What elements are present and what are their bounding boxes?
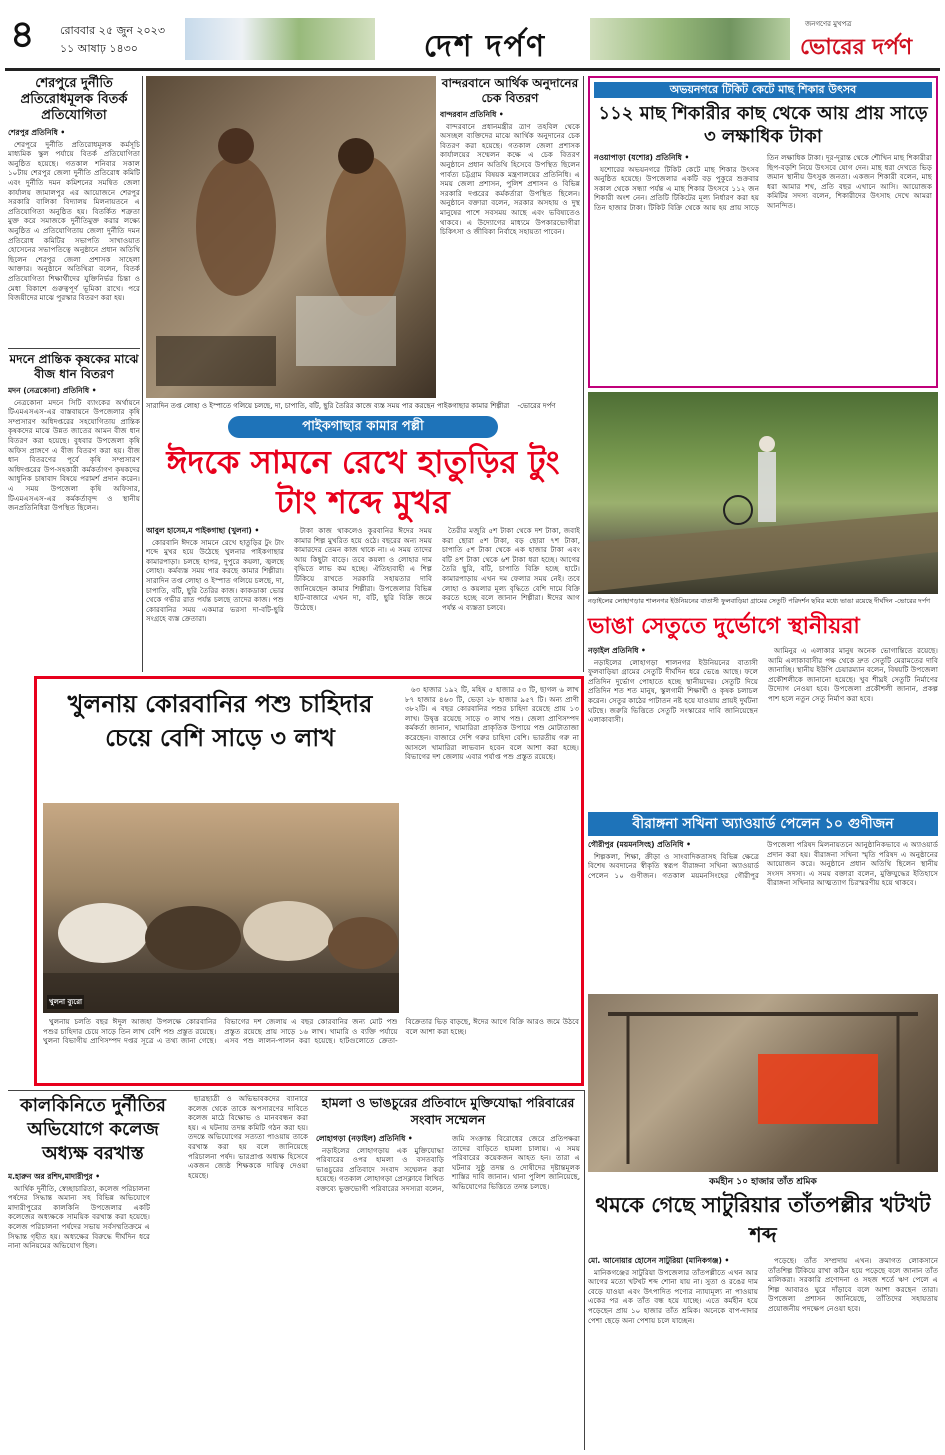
story-madan xyxy=(8,352,140,672)
headline: ১১২ মাছ শিকারীর কাছ থেকে আয় প্রায় সাড়ে ৩ লক্ষাধিক টাকা xyxy=(598,103,928,147)
story-freedom xyxy=(316,1094,580,1448)
body-col1: নড়াইলের লোহাগড়া শালনগর ইউনিয়নের বাতাসী ফুলবাড়িয়া গ্রামের সেতুটি দীর্ঘদিন ধরে ভেঙে আছে। ফলে প্রতিদিন দুর্ভোগ পোহাতে হচ্ছে স্থানীয়দের। সেতুটি দিয়ে প্রতিদিন শত শত মানুষ, স্কুলগামী শিক্ষার্থী ও কৃষক চলাচল করেন। সেতুর কাঠের পাটাতন নষ্ট হয়ে যাওয়ায় প্রায়ই দুর্ঘটনা ঘটছে। জরুরি ভিত্তিতে সেতুটি সংস্কারের দাবি জানিয়েছেন এলাকাবাসী। xyxy=(588,657,758,725)
byline: গৌরীপুর (ময়মনসিংহ) প্রতিনিধি • xyxy=(588,840,691,849)
story-college xyxy=(8,1094,308,1448)
kicker: অভয়নগরে টিকিট কেটে মাছ শিকার উৎসব xyxy=(594,82,932,98)
body-col1: কোরবানি ঈদকে সামনে রেখে হাতুড়ির টুং টাং শব্দে মুখর হয়ে উঠেছে খুলনার পাইকগাছার কামারপাড়া। চলছে হাপর, দুপুরে কয়লা, জ্বলছে লোহা। কর্মব্যস্ত সময় পার করছে কামার শিল্পীরা। সারাদিন তপ্ত লোহা ও ইস্পাত গলিয়ে চলছে, দা, চাপাতি, বটি, ছুরি তৈরির কাজ। কাকডাকা ভোর থেকে গভীর রাত পর্যন্ত চলছে তাদের কাজ। পশু কোরবানির সময় একমাত্র ভরসা দা-বটি-ছুরি সংগ্রহে ব্যস্ত ক্রেতারা। xyxy=(146,537,284,624)
photo-loom xyxy=(588,994,938,1172)
headline: মদনে প্রান্তিক কৃষকের মাঝে বীজ ধান বিতরণ xyxy=(9,352,139,381)
page-number: ৪ xyxy=(10,12,35,56)
bangla-date: ১১ আষাঢ় ১৪৩০ xyxy=(60,42,138,55)
byline: মদন (নেত্রকোনা) প্রতিনিধি • xyxy=(8,386,97,395)
story-bandarban xyxy=(440,76,580,398)
photo-credit: খুলনা ব্যুরো xyxy=(47,995,84,1009)
photo-caption xyxy=(146,400,576,412)
body-bottom: খুলনায় চলতি বছর ঈদুল আজহা উপলক্ষে কোরবানির পশুর চাহিদার চেয়ে সাড়ে তিন লাখ বেশি পশু প্রস্তুত রয়েছে। খুলনা বিভাগীয় প্রাণিসম্পদ দপ্তর সূত্রে এ তথ্য জানা গেছে। বিভাগের দশ জেলায় এ বছর কোরবানির জন্য মোট পশু প্রস্তুত রয়েছে প্রায় সাড়ে ১৬ লাখ। খামারি ও ব্যক্তি পর্যায়ে এসব পশু লালন-পালন করা হয়েছে। হাটগুলোতে ক্রেতা-বিক্রেতার ভিড় বাড়ছে, ঈদের আগে বিক্রি আরও জমে উঠবে বলে আশা করা হচ্ছে। xyxy=(43,1017,579,1046)
story-sherpur xyxy=(8,76,140,346)
byline: বান্দরবান প্রতিনিধি • xyxy=(440,110,504,119)
body-col3: তৈরীর মজুরি ৫শ টাকা থেকে দশ টাকা, জবাই করা ছোরা ৫শ টাকা, বড় ছোরা ৭শ টাকা, চাপাতি ৫শ টাকা থেকে এক হাজার টাকা এবং বটি ৪শ টাকা থেকে ৬শ টাকা ধরা হচ্ছে। আগের তৈরি ছুরি, বটি, চাপাতি বিক্রি হচ্ছে হাটে। কামারপাড়ায় এখন দম ফেলার সময় নেই। তবে লোহা ও কয়লার মূল্য বৃদ্ধিতে বেশি দামে বিক্রি করতে হচ্ছে বলে জানান শিল্পীরা। ঈদের আগ পর্যন্ত এ ব্যস্ততা চলবে। xyxy=(442,526,580,612)
masthead xyxy=(0,0,945,72)
kicker xyxy=(228,416,498,438)
photo-caption xyxy=(588,596,938,608)
headline: হামলা ও ভাঙচুরের প্রতিবাদে মুক্তিযোদ্ধা পরিবারের সংবাদ সম্মেলন xyxy=(321,1095,575,1127)
masthead-decor-right xyxy=(590,18,790,60)
body-col1: আর্থিক দুর্নীতি, স্বেচ্ছাচারিতা, কলেজ পরিচালনা পর্ষদের সিদ্ধান্ত অমান্য সহ বিভিন্ন অভিযোগে মাদারীপুরের কালকিনি উপজেলার একটি কলেজের অধ্যক্ষকে সাময়িক বরখাস্ত করা হয়েছে। কলেজ পরিচালনা পর্ষদের সভায় সর্বসম্মতিক্রমে এ সিদ্ধান্ত গৃহীত হয়। অধ্যক্ষের বিরুদ্ধে দীর্ঘদিন ধরে নানা অনিয়মের অভিযোগ ছিল। xyxy=(8,1183,150,1251)
story-bridge xyxy=(588,612,938,808)
story-fish xyxy=(588,76,938,388)
day-date: রোববার ২৫ জুন ২০২৩ xyxy=(60,24,165,37)
photo-credit: -ভোরের দর্পণ xyxy=(894,597,931,605)
headline: ঈদকে সামনে রেখে হাতুড়ির টুং টাং শব্দে মুখর xyxy=(166,443,560,521)
byline: আবুল হাসেম,ম পাইকগাছা (খুলনা) • xyxy=(146,526,260,535)
headline: বীরাঙ্গনা সখিনা অ্যাওয়ার্ড পেলেন ১০ গুণীজন xyxy=(632,816,894,832)
byline: নড়াইল প্রতিনিধি • xyxy=(588,646,646,655)
story-biranga xyxy=(588,812,938,992)
body-text: শেরপুরে দুর্নীতি প্রতিরোধমূলক কর্মসূচি মাধ্যমিক স্কুল পর্যায়ে বিতর্ক প্রতিযোগিতা অনুষ্ঠিত হয়েছে। গতকাল শনিবার সকাল ১০টায় শেরপুর জেলা দুর্নীতি প্রতিরোধ কমিটি এবং দুর্নীতি দমন কমিশনের সমন্বিত জেলা কার্যালয় জামালপুর এর আয়োজনে শেরপুর সরকারি বালিকা বিদ্যালয় মিলনায়তনে এ প্রতিযোগিতা অনুষ্ঠিত হয়। বিতর্কিত শত্রুতা মুক্ত করে সমাজকে দুর্নীতিমুক্ত করার লক্ষ্যে অনুষ্ঠিত এ প্রতিযোগিতায় জেলা দুর্নীতি দমন প্রতিরোধ কমিটির সভাপতি সাখাওয়াত হোসেনের সভাপতিত্বে অনুষ্ঠানে প্রধান অতিথি ছিলেন শেরপুর জেলা প্রশাসক সাহেলা আক্তার। অনুষ্ঠানে অতিথিরা বলেন, বিতর্ক প্রতিযোগিতা শিক্ষার্থীদের যুক্তিনির্ভর চিন্তা ও মেধা বিকাশে গুরুত্বপূর্ণ ভূমিকা রাখে। পরে বিজয়ীদের মাঝে পুরস্কার বিতরণ করা হয়। xyxy=(8,139,140,303)
body-col2: ছাত্রছাত্রী ও অভিভাবকদের ব্যানারে কলেজ থেকে তাকে অপসারণের দাবিতে কলেজ মাঠে বিক্ষোভ ও মানববন্ধন করা হয়। এ ঘটনায় তদন্ত কমিটি গঠন করা হয়। তদন্তে অভিযোগের সত্যতা পাওয়ায় তাকে বরখাস্ত করা হয় বলে জানিয়েছে পরিচালনা পর্ষদ। ভারপ্রাপ্ত অধ্যক্ষ হিসেবে একজন জ্যেষ্ঠ শিক্ষককে দায়িত্ব দেওয়া হয়েছে। xyxy=(188,1094,308,1180)
masthead-decor-left xyxy=(185,18,375,60)
photo-credit: -ভোরের দর্পণ xyxy=(517,402,556,410)
body-col2: আমিনুর এ এলাকার মানুষ অনেক ভোগান্তিতে রয়েছে। আমি এলাকাবাসীর পক্ষ থেকে দ্রুত সেতুটি মেরামতের দাবি জানাচ্ছি। স্থানীয় ইউপি চেয়ারম্যান বলেন, বিষয়টি উপজেলা প্রকৌশলীকে জানানো হয়েছে। খুব শীঘ্রই সেতুটি নির্মাণের উদ্যোগ নেওয়া হবে। উপজেলা প্রকৌশলী জানান, প্রকল্প পাশ হলে নতুন সেতু নির্মাণ করা হবে। xyxy=(768,646,938,703)
headline: শেরপুরে দুর্নীতি প্রতিরোধমূলক বিতর্ক প্রতিযোগিতা xyxy=(20,76,128,123)
body-col2: টাকা কাজ থাকলেও কুরবানির ঈদের সময় কামার শিল্প মুখরিত হয়ে ওঠে। বছরের অন্য সময় কামারদের তেমন কাজ থাকে না। এ সময় তাদের আয় কিছুটা বাড়ে। তবে কয়লা ও লোহার দাম বৃদ্ধিতে লাভ কম হচ্ছে। ঐতিহ্যবাহী এ শিল্প টিকিয়ে রাখতে সরকারি সহায়তার দাবি জানিয়েছেন কামার শিল্পীরা। উপজেলার বিভিন্ন হাট-বাজারে এখন দা, বটি, ছুরি বিক্রি জমে উঠেছে। xyxy=(294,526,432,612)
logo: ভোরের দর্পণ xyxy=(800,35,913,60)
byline: নওয়াপাড়া (যশোর) প্রতিনিধি • xyxy=(594,153,690,162)
body-text: বান্দরবানে প্রধানমন্ত্রীর ত্রাণ তহবিল থেকে অসচ্ছল ব্যক্তিদের মাঝে আর্থিক অনুদানের চেক বিতরণ করা হয়েছে। গতকাল জেলা প্রশাসক কার্যালয়ের সম্মেলন কক্ষে এ চেক বিতরণ অনুষ্ঠানে প্রধান অতিথি হিসেবে উপস্থিত ছিলেন পার্বত্য চট্টগ্রাম বিষয়ক মন্ত্রণালয়ের প্রতিনিধি। এ সময় জেলা প্রশাসন, পুলিশ প্রশাসন ও বিভিন্ন সরকারি দপ্তরের কর্মকর্তারা উপস্থিত ছিলেন। অনুষ্ঠানে বক্তারা বলেন, সরকার অসহায় ও দুস্থ মানুষের পাশে সবসময় আছে এবং ভবিষ্যতেও থাকবে। এ উদ্যোগের মাধ্যমে উপকারভোগীরা চিকিৎসা ও জীবিকা নির্বাহে সহায়তা পাবেন। xyxy=(440,121,580,237)
headline: কালকিনিতে দুর্নীতির অভিযোগে কলেজ অধ্যক্ষ বরখাস্ত xyxy=(20,1095,166,1164)
byline: মো. আনোয়ার হোসেন সাটুরিয়া (মানিকগঞ্জ) • xyxy=(588,1256,730,1265)
kicker-text: পাইকগাছার কামার পল্লী xyxy=(302,419,424,434)
body-text: যশোরের অভয়নগরে টিকিট কেটে মাছ শিকার উৎসব অনুষ্ঠিত হয়েছে। উপজেলার একটি বড় পুকুরে শুক্রবার সকাল থেকে সন্ধ্যা পর্যন্ত এ মাছ শিকার উৎসবে ১১২ জন শিকারী অংশ নেন। প্রতিটি টিকিটের মূল্য নির্ধারণ করা হয় তিন হাজার টাকা। টিকিট বিক্রি থেকে আয় হয় প্রায় সাড়ে তিন লক্ষাধিক টাকা। দূর-দূরান্ত থেকে শৌখিন মাছ শিকারীরা ছিপ-বড়শি নিয়ে উৎসবে যোগ দেন। মাছ ধরা দেখতে ভিড় জমান স্থানীয় উৎসুক জনতা। একজন শিকারী বলেন, মাছ ধরা আমার শখ, প্রতি বছর এখানে আসি। আয়োজক কমিটির সদস্য বলেন, শিকারীদের উৎসাহ দেখে আমরা আনন্দিত। xyxy=(594,153,932,212)
headline: ভাঙা সেতুতে দুর্ভোগে স্থানীয়রা xyxy=(588,614,860,639)
byline: লোহাগড়া (নড়াইল) প্রতিনিধি • xyxy=(316,1134,413,1143)
body-text: নড়াইলের লোহাগড়ায় এক মুক্তিযোদ্ধা পরিবারের ওপর হামলা ও বসতবাড়ি ভাঙচুরের প্রতিবাদে সংবাদ সম্মেলন করা হয়েছে। গতকাল লোহাগড়া প্রেসক্লাবে লিখিত বক্তব্যে ভুক্তভোগী পরিবারের সদস্যরা বলেন, জমি সংক্রান্ত বিরোধের জেরে প্রতিপক্ষরা তাদের বাড়িতে হামলা চালায়। এ সময় পরিবারের কয়েকজন আহত হন। তারা এ ঘটনার সুষ্ঠু তদন্ত ও দোষীদের দৃষ্টান্তমূলক শাস্তির দাবি জানান। থানা পুলিশ জানিয়েছে, অভিযোগের ভিত্তিতে তদন্ত চলছে। xyxy=(316,1134,580,1193)
story-satur xyxy=(588,1190,938,1448)
caption-text: নড়াইলের লোহাগড়ার শালনগর ইউনিয়নের বাতাসী ফুলবাড়িয়া গ্রামের সেতুটি পরিদর্শন ছবির মধ্যে ভাঙা রয়েছে দীর্ঘদিন xyxy=(588,597,893,605)
blacksmith-figures xyxy=(146,76,436,398)
body-right: ৬৩ হাজার ১৯২ টি, মহিষ ৫ হাজার ৫৩ টি, ছাগল ৬ লাখ ৮৭ হাজার ৪৬৩ টি, ভেড়া ২৮ হাজার ৯৫৭ টি। অন্য প্রাণী ৩৮২টি। এ বছর কোরবানির পশুর চাহিদা রয়েছে প্রায় ১৩ লাখ। উদ্বৃত্ত রয়েছে সাড়ে ৩ লাখ পশু। জেলা প্রাণিসম্পদ কর্মকর্তা জানান, খামারিরা প্রাকৃতিক উপায়ে পশু মোটাতাজা করেছেন। বাজারে দেশি গরুর চাহিদা বেশি। ভারতীয় গরু না আসলে খামারিরা লাভবান হবেন বলে আশা করা হচ্ছে। বিভাগের দশ জেলায় এবার পর্যাপ্ত পশু প্রস্তুত রয়েছে। xyxy=(405,685,579,762)
photo-cattle xyxy=(43,803,399,1013)
photo-bridge xyxy=(588,392,938,594)
byline: শেরপুর প্রতিনিধি • xyxy=(8,128,66,137)
body-col1: মানিকগঞ্জের সাটুরিয়া উপজেলার তাঁতপল্লীতে এখন আর আগের মতো খটখট শব্দ শোনা যায় না। সুতা ও রঙের দাম বেড়ে যাওয়া এবং উৎপাদিত পণ্যের ন্যায্যমূল্য না পাওয়ায় একের পর এক তাঁত বন্ধ হয়ে যাচ্ছে। এতে কর্মহীন হয়ে পড়েছেন প্রায় ১০ হাজার তাঁত শ্রমিক। অনেকে বাপ-দাদার পেশা ছেড়ে অন্য পেশায় চলে যাচ্ছেন। xyxy=(588,1267,758,1325)
byline: ম.হারুন অর রশিদ,মাদারীপুর • xyxy=(8,1172,101,1181)
body-col2: পড়েছে। তাঁত সম্প্রদায় এখন। ক্রমাগত লোকসানে তাঁতশিল্প টিকিয়ে রাখা কঠিন হয়ে পড়েছে বলে জানান তাঁত মালিকরা। সরকারি প্রণোদনা ও সহজ শর্তে ঋণ পেলে এ শিল্প আবারও ঘুরে দাঁড়াবে বলে আশা করছেন তারা। উপজেলা প্রশাসন জানিয়েছে, তাঁতিদের সহায়তায় প্রয়োজনীয় পদক্ষেপ নেওয়া হবে। xyxy=(768,1256,938,1313)
cattle-scene xyxy=(43,803,399,1013)
section-title: দেশ দর্পণ xyxy=(423,29,547,64)
photo-caption: কর্মহীন ১০ হাজার তাঁত শ্রমিক xyxy=(709,1177,817,1187)
loom-scene xyxy=(588,994,938,1172)
body-text: শিল্পকলা, শিক্ষা, ক্রীড়া ও সাংবাদিকতাসহ বিভিন্ন ক্ষেত্রে বিশেষ অবদানের স্বীকৃতি স্বরূপ বীরাঙ্গনা সখিনা অ্যাওয়ার্ড পেলেন ১০ গুণীজন। গতকাল ময়মনসিংহের গৌরীপুর উপজেলা পরিষদ মিলনায়তনে আনুষ্ঠানিকভাবে এ অ্যাওয়ার্ড প্রদান করা হয়। বীরাঙ্গনা সখিনা স্মৃতি পরিষদ এ অনুষ্ঠানের আয়োজন করে। অনুষ্ঠানে প্রধান অতিথি ছিলেন স্থানীয় সংসদ সদস্য। এ সময় বক্তারা বলেন, মুক্তিযুদ্ধের ইতিহাসে বীরাঙ্গনা সখিনার আত্মত্যাগ চিরস্মরণীয় হয়ে থাকবে। xyxy=(588,840,938,888)
headline: থমকে গেছে সাটুরিয়ার তাঁতপল্লীর খটখট শব্দ xyxy=(595,1193,931,1247)
headline: বান্দরবানে আর্থিক অনুদানের চেক বিতরণ xyxy=(441,76,579,105)
story-paikgachha xyxy=(146,416,580,672)
body-text: নেত্রকোনা মদনে সিটি ব্যাংকের অর্থায়নে টিএমএসএস-এর বাস্তবায়নে উপজেলার কৃষি সম্প্রসারণ অধিদপ্তরের সহযোগিতায় প্রান্তিক কৃষকদের মাঝে উন্নত জাতের আমন বীজ ধান বিতরণ করা হয়েছে। বুধবার উপজেলা কৃষি অফিস প্রাঙ্গণে এ বীজ বিতরণ করা হয়। বীজ ধান বিতরণের পূর্বে কৃষি সম্প্রসারণ অধিদপ্তরের উপ-সহকারী কর্মকর্তাগণ কৃষকদের আধুনিক চাষাবাদ বিষয়ে পরামর্শ প্রদান করেন। এ সময় উপজেলা কৃষি অফিসার, টিএমএসএস-এর কর্মকর্তাবৃন্দ ও স্থানীয় জনপ্রতিনিধিরা উপস্থিত ছিলেন। xyxy=(8,397,140,513)
headline-bar xyxy=(588,812,938,836)
story-khulna xyxy=(34,676,584,1086)
caption-text: সারাদিন তপ্ত লোহা ও ইস্পাতে গলিয়ে চলছে, দা, চাপাতি, বটি, ছুরি তৈরির কাজে ব্যস্ত সময় পার করছেন পাইকগাছার কামার শিল্পীরা xyxy=(146,402,510,410)
headline: খুলনায় কোরবানির পশু চাহিদার চেয়ে বেশি সাড়ে ৩ লাখ xyxy=(67,690,373,752)
logo-tagline: জনগণের মুখপত্র xyxy=(805,20,852,28)
photo-blacksmith xyxy=(146,76,436,398)
bridge-scene xyxy=(588,392,938,594)
